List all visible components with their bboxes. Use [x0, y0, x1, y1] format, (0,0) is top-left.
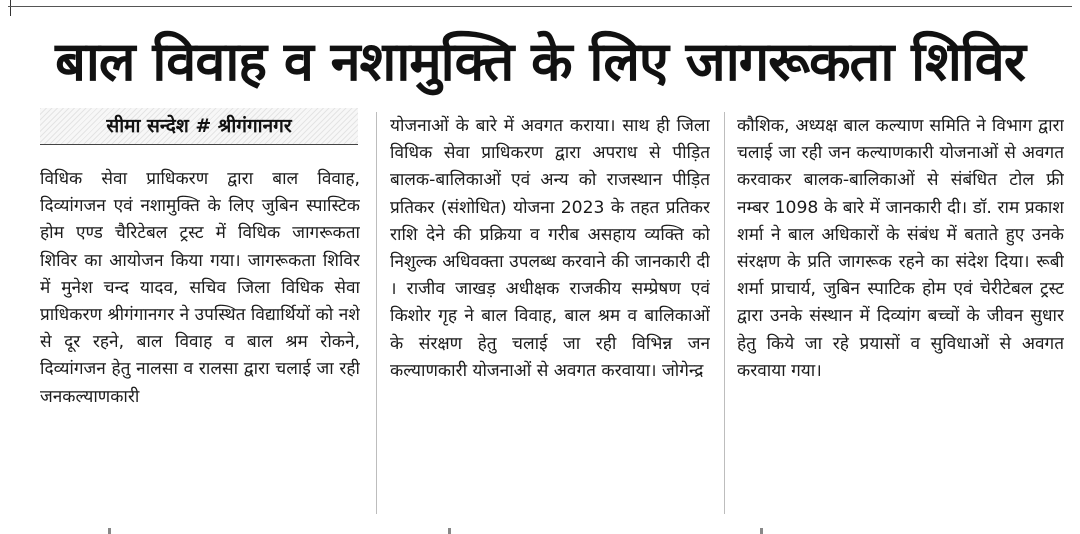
- top-border-rule: [8, 6, 1072, 7]
- article-column-3: कौशिक, अध्यक्ष बाल कल्याण समिति ने विभाग द्वारा चलाई जा रही जन कल्याणकारी योजनाओं से अवगत करवाकर बालक-बालिकाओं से संबंधित टोल फ्री नम्बर 1098 के बारे में जानकारी दी। डॉ. राम प्रकाश शर्मा ने बाल अधिकारों के संबंध में बताते हुए उनके संरक्षण के प्रति जागरूक रहने का संदेश दिया। रूबी शर्मा प्राचार्य, जुबिन स्पाटिक होम एवं चेरीटेबल ट्रस्ट द्वारा उनके संस्थान में दिव्यांग बच्चों के जीवन सुधार हेतु किये जा रहे प्रयासों व सुविधाओं से अवगत करवाया गया।: [737, 116, 1064, 381]
- article-headline: बाल विवाह व नशामुक्ति के लिए जागरूकता शिविर: [55, 30, 1025, 93]
- page-edge-mark: [108, 528, 111, 534]
- article-column-1: विधिक सेवा प्राधिकरण द्वारा बाल विवाह, दिव्यांगजन एवं नशामुक्ति के लिए जुबिन स्पास्टिक होम एण्ड चैरिटेबल ट्रस्ट में विधिक जागरूकता शिविर का आयोजन किया गया। जागरूकता शिविर में मुनेश चन्द यादव, सचिव जिला विधिक सेवा प्राधिकरण श्रीगंगानगर ने उपस्थित विद्यार्थियों को नशे से दूर रहने, बाल विवाह व बाल श्रम रोकने, दिव्यांगजन हेतु नालसा व रालसा द्वारा चलाई जा रही जनकल्याणकारी: [40, 169, 360, 407]
- article-column-2: योजनाओं के बारे में अवगत कराया। साथ ही जिला विधिक सेवा प्राधिकरण द्वारा अपराध से पीड़ित बालक-बालिकाओं एवं अन्य को राजस्थान पीड़ित प्रतिकर (संशोधित) योजना 2023 के तहत प्रतिकर राशि देने की प्रक्रिया व गरीब असहाय व्यक्ति को निशुल्क अधिवक्ता उपलब्ध करवाने की जानकारी दी । राजीव जाखड़ अधीक्षक राजकीय सम्प्रेषण एवं किशोर गृह ने बाल विवाह, बाल श्रम व बालिकाओं के संरक्षण हेतु चलाई जा रही विभिन्न जन कल्याणकारी योजनाओं से अवगत करवाया। जोगेन्द्र: [390, 116, 710, 381]
- byline-source-location: सीमा सन्देश # श्रीगंगानगर: [40, 108, 358, 145]
- column-divider: [724, 112, 725, 514]
- page-edge-mark: [448, 528, 451, 534]
- clipping-edge-mark: [10, 0, 11, 16]
- page-edge-mark: [760, 528, 763, 534]
- column-divider: [376, 112, 377, 514]
